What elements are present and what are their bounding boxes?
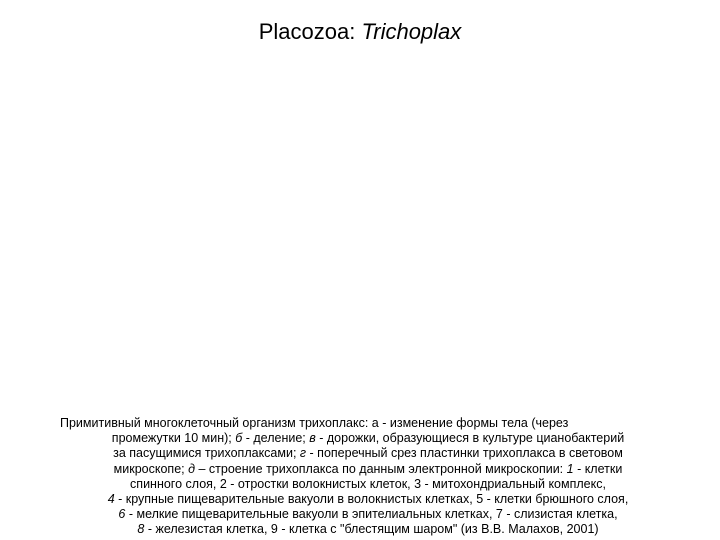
caption-line-2: промежутки 10 мин); б - деление; в - дорожки, образующиеся в культуре цианобактерий: [111, 431, 625, 446]
title-prefix: Placozoa:: [258, 19, 362, 44]
caption-line-5: спинного слоя, 2 - отростки волокнистых клеток, 3 - митохондриальный комплекс,: [130, 476, 606, 491]
figure-caption: [40, 416, 696, 538]
caption-line-3: за пасущимися трихоплаксами; г - поперечный срез пластинки трихоплакса в световом: [113, 446, 623, 461]
caption-line-1: Примитивный многоклеточный организм трихоплакс: а - изменение формы тела (через: [60, 416, 569, 430]
caption-line-4: микроскопе; д – строение трихоплакса по данным электронной микроскопии: 1 - клетки: [113, 461, 623, 476]
caption-line-7: 6 - мелкие пищеварительные вакуоли в эпителиальных клетках, 7 - слизистая клетка,: [118, 507, 618, 522]
title-genus: Trichoplax: [361, 19, 462, 44]
caption-line-8: 8 - железистая клетка, 9 - клетка с "блестящим шаром" (из В.В. Малахов, 2001): [137, 522, 599, 537]
figure-area: [40, 62, 680, 402]
caption-line-6: 4 - крупные пищеварительные вакуоли в волокнистых клетках, 5 - клетки брюшного слоя,: [107, 492, 629, 507]
slide-title: [0, 18, 720, 46]
